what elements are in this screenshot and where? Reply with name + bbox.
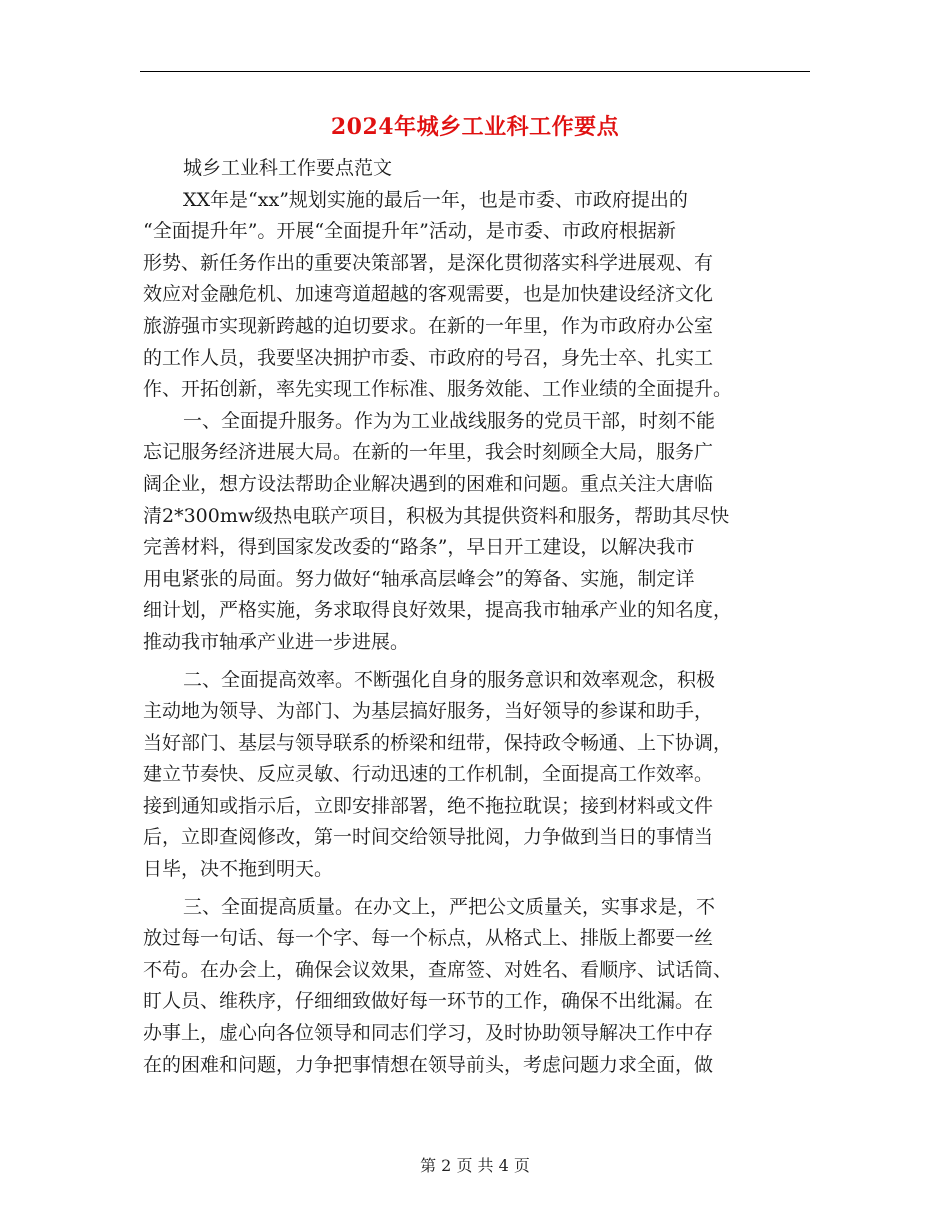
text-line: 二、全面提高效率。不断强化自身的服务意识和效率观念，积极 (183, 668, 716, 691)
text-line: 在的困难和问题，力争把事情想在领导前头，考虑问题力求全面，做 (143, 1053, 714, 1076)
text-line: 办事上，虚心向各位领导和同志们学习，及时协助领导解决工作中存 (143, 1022, 714, 1045)
text-line: 日毕，决不拖到明天。 (143, 858, 334, 881)
text-line: XX年是“xx”规划实施的最后一年，也是市委、市政府提出的 (183, 188, 688, 211)
text-line: 三、全面提高质量。在办文上，严把公文质量关，实事求是，不 (183, 895, 716, 918)
text-line: 的工作人员，我要坚决拥护市委、市政府的号召，身先士卒、扎实工 (143, 346, 714, 369)
text-line: 作、开拓创新，率先实现工作标准、服务效能、工作业绩的全面提升。 (143, 378, 733, 401)
header-rule (140, 71, 810, 72)
text-line: 形势、新任务作出的重要决策部署，是深化贯彻落实科学进展观、有 (143, 251, 714, 274)
text-line: 用电紧张的局面。努力做好“轴承高层峰会”的筹备、实施，制定详 (143, 567, 695, 590)
page-number: 第 2 页 共 4 页 (420, 1156, 530, 1175)
text-line: 完善材料，得到国家发改委的“路条”，早日开工建设，以解决我市 (143, 536, 695, 559)
text-line: 当好部门、基层与领导联系的桥梁和纽带，保持政令畅通、上下协调， (143, 731, 733, 754)
subtitle-line: 城乡工业科工作要点范文 (183, 157, 393, 179)
text-line: 接到通知或指示后，立即安排部署，绝不拖拉耽误；接到材料或文件 (143, 794, 714, 817)
text-line: 旅游强市实现新跨越的迫切要求。在新的一年里，作为市政府办公室 (143, 314, 714, 337)
text-line: 忘记服务经济进展大局。在新的一年里，我会时刻顾全大局，服务广 (143, 441, 714, 464)
text-line: 建立节奏快、反应灵敏、行动迅速的工作机制，全面提高工作效率。 (143, 763, 714, 786)
text-line: 清2*300mw级热电联产项目，积极为其提供资料和服务，帮助其尽快 (143, 504, 730, 527)
text-line: 后，立即查阅修改，第一时间交给领导批阅，力争做到当日的事情当 (143, 826, 714, 849)
document-body (143, 153, 813, 1081)
text-line: 主动地为领导、为部门、为基层搞好服务，当好领导的参谋和助手， (143, 700, 714, 723)
text-line: “全面提升年”。开展“全面提升年”活动，是市委、市政府根据新 (143, 220, 676, 243)
text-line: 阔企业，想方设法帮助企业解决遇到的困难和问题。重点关注大唐临 (143, 472, 714, 495)
text-line: 效应对金融危机、加速弯道超越的客观需要，也是加快建设经济文化 (143, 283, 714, 306)
text-line: 推动我市轴承产业进一步进展。 (143, 630, 410, 653)
text-line: 一、全面提升服务。作为为工业战线服务的党员干部，时刻不能 (183, 409, 716, 432)
text-line: 盯人员、维秩序，仔细细致做好每一环节的工作，确保不出纰漏。在 (143, 990, 714, 1013)
text-line: 细计划，严格实施，务求取得良好效果，提高我市轴承产业的知名度， (143, 599, 733, 622)
text-line: 不苟。在办会上，确保会议效果，查席签、对姓名、看顺序、试话筒、 (143, 958, 733, 981)
document-title: 2024年城乡工业科工作要点 (330, 114, 620, 140)
text-line: 放过每一句话、每一个字、每一个标点，从格式上、排版上都要一丝 (143, 927, 714, 950)
